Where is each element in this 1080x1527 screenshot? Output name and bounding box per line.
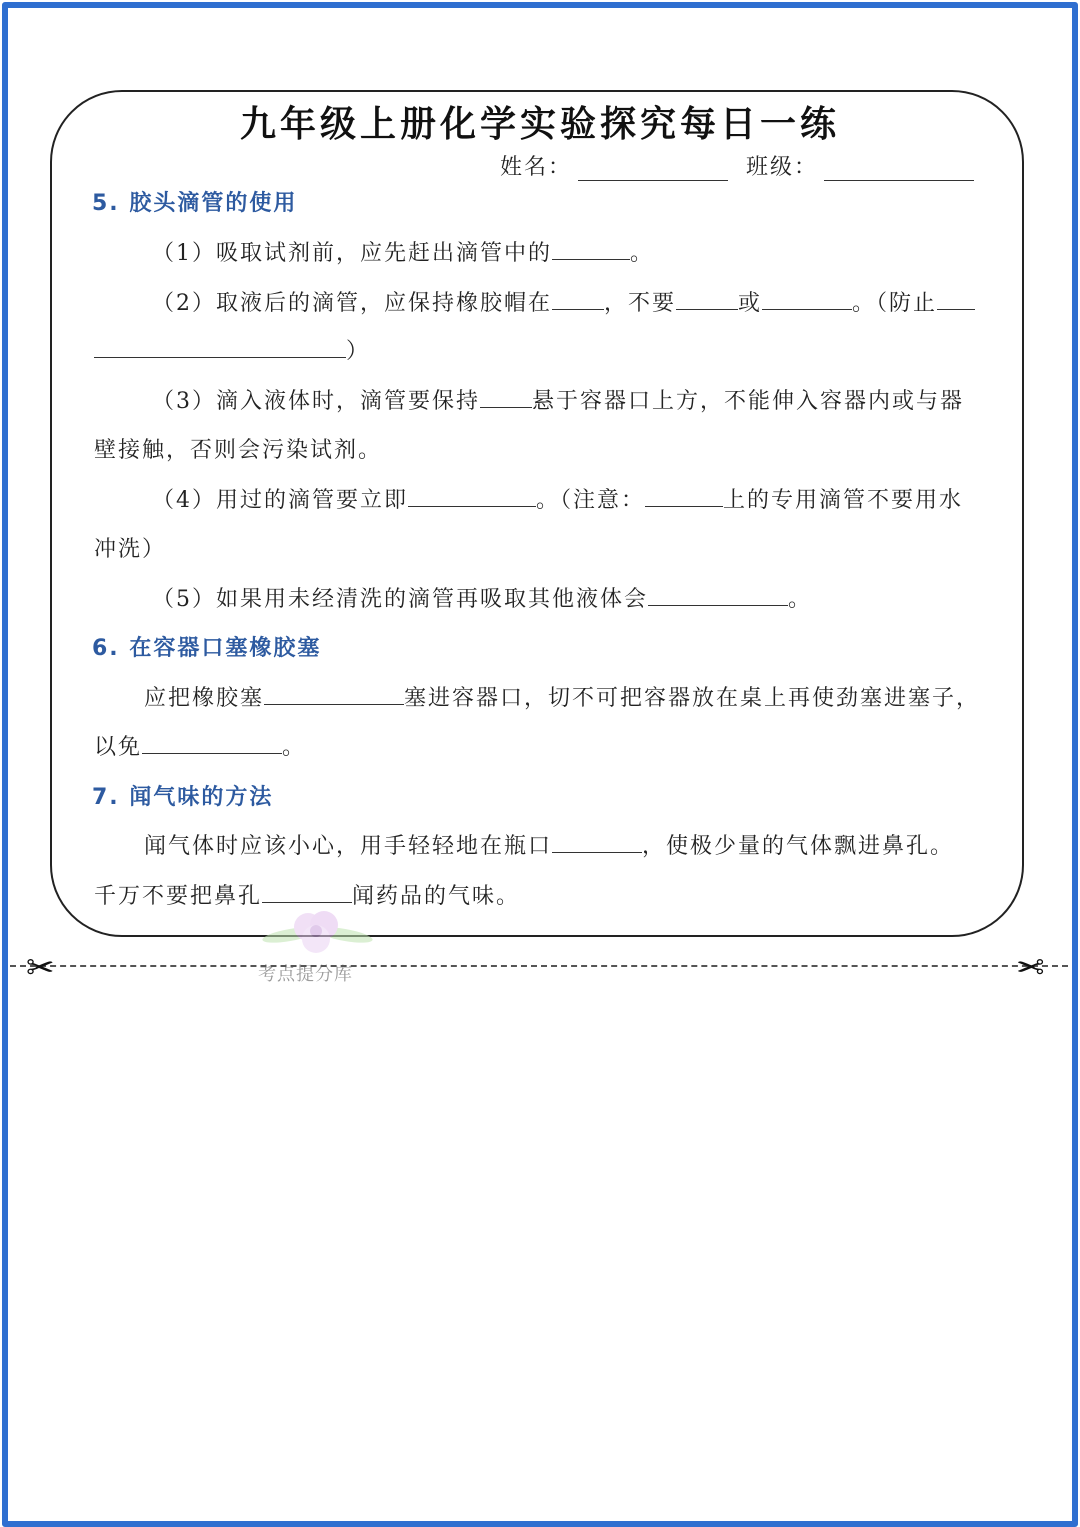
q5-text: ） bbox=[346, 339, 371, 364]
section-heading-6: 6. 在容器口塞橡胶塞 bbox=[92, 636, 322, 661]
answer-blank[interactable] bbox=[264, 682, 404, 705]
watermark-text: 考点提分库 bbox=[258, 964, 353, 985]
answer-blank[interactable] bbox=[480, 385, 532, 408]
answer-blank[interactable] bbox=[94, 335, 346, 358]
name-label: 姓名： bbox=[500, 155, 573, 180]
q5-text: ，不要 bbox=[604, 291, 677, 316]
name-blank[interactable] bbox=[578, 152, 728, 181]
page-title: 九年级上册化学实验探究每日一练 bbox=[239, 104, 840, 145]
q5-text: （3）滴入液体时，滴管要保持 bbox=[152, 389, 480, 414]
q6-line-2 bbox=[94, 730, 306, 761]
answer-blank[interactable] bbox=[262, 880, 352, 903]
q5-line-3b bbox=[94, 433, 382, 464]
q7-text: 闻药品的气味。 bbox=[352, 884, 521, 909]
q6-text: 。 bbox=[282, 735, 307, 760]
section-heading-7: 7. 闻气味的方法 bbox=[92, 785, 274, 810]
q7-line-1 bbox=[144, 829, 954, 860]
q6-text: 应把橡胶塞 bbox=[144, 686, 265, 711]
q5-line-5 bbox=[152, 582, 812, 613]
q5-line-2 bbox=[152, 286, 975, 317]
q5-text: （1）吸取试剂前，应先赶出滴管中的 bbox=[152, 241, 552, 266]
q7-text: 闻气体时应该小心，用手轻轻地在瓶口 bbox=[144, 834, 553, 859]
q5-line-3 bbox=[152, 384, 964, 415]
q5-line-1 bbox=[152, 236, 654, 267]
answer-blank[interactable] bbox=[676, 287, 738, 310]
q5-text: 冲洗） bbox=[94, 537, 167, 562]
q6-line-1 bbox=[144, 681, 980, 712]
q7-text: ，使极少量的气体飘进鼻孔。 bbox=[642, 834, 955, 859]
q5-text: （4）用过的滴管要立即 bbox=[152, 488, 408, 513]
answer-blank[interactable] bbox=[937, 287, 975, 310]
q6-text: 塞进容器口，切不可把容器放在桌上再使劲塞进塞子， bbox=[404, 686, 981, 711]
q5-text: 壁接触，否则会污染试剂。 bbox=[94, 438, 383, 463]
answer-blank[interactable] bbox=[408, 484, 536, 507]
q5-text: （5）如果用未经清洗的滴管再吸取其他液体会 bbox=[152, 587, 648, 612]
cut-line bbox=[10, 965, 1068, 967]
q5-text: 。（注意： bbox=[536, 488, 646, 513]
q5-text: 。 bbox=[630, 241, 655, 266]
class-blank[interactable] bbox=[824, 152, 974, 181]
name-class-row bbox=[500, 150, 980, 181]
answer-blank[interactable] bbox=[552, 830, 642, 853]
section-heading-5: 5. 胶头滴管的使用 bbox=[92, 191, 298, 216]
answer-blank[interactable] bbox=[552, 287, 604, 310]
q5-text: 悬于容器口上方，不能伸入容器内或与器 bbox=[532, 389, 965, 414]
q5-line-4 bbox=[152, 483, 963, 514]
q7-text: 千万不要把鼻孔 bbox=[94, 884, 263, 909]
answer-blank[interactable] bbox=[645, 484, 723, 507]
q5-text: 上的专用滴管不要用水 bbox=[723, 488, 964, 513]
q5-text: （2）取液后的滴管，应保持橡胶帽在 bbox=[152, 291, 552, 316]
scissors-icon: ✂ bbox=[26, 948, 55, 988]
answer-blank[interactable] bbox=[142, 731, 282, 754]
answer-blank[interactable] bbox=[648, 583, 788, 606]
answer-blank[interactable] bbox=[762, 287, 852, 310]
q5-line-2b bbox=[94, 334, 370, 365]
q5-text: 。 bbox=[788, 587, 813, 612]
q5-text: 。（防止 bbox=[852, 291, 938, 316]
answer-blank[interactable] bbox=[552, 237, 630, 260]
q6-text: 以免 bbox=[94, 735, 143, 760]
scissors-icon: ✂ bbox=[1016, 948, 1045, 988]
q5-text: 或 bbox=[738, 291, 763, 316]
q5-line-4b bbox=[94, 532, 166, 563]
class-label: 班级： bbox=[746, 155, 819, 180]
